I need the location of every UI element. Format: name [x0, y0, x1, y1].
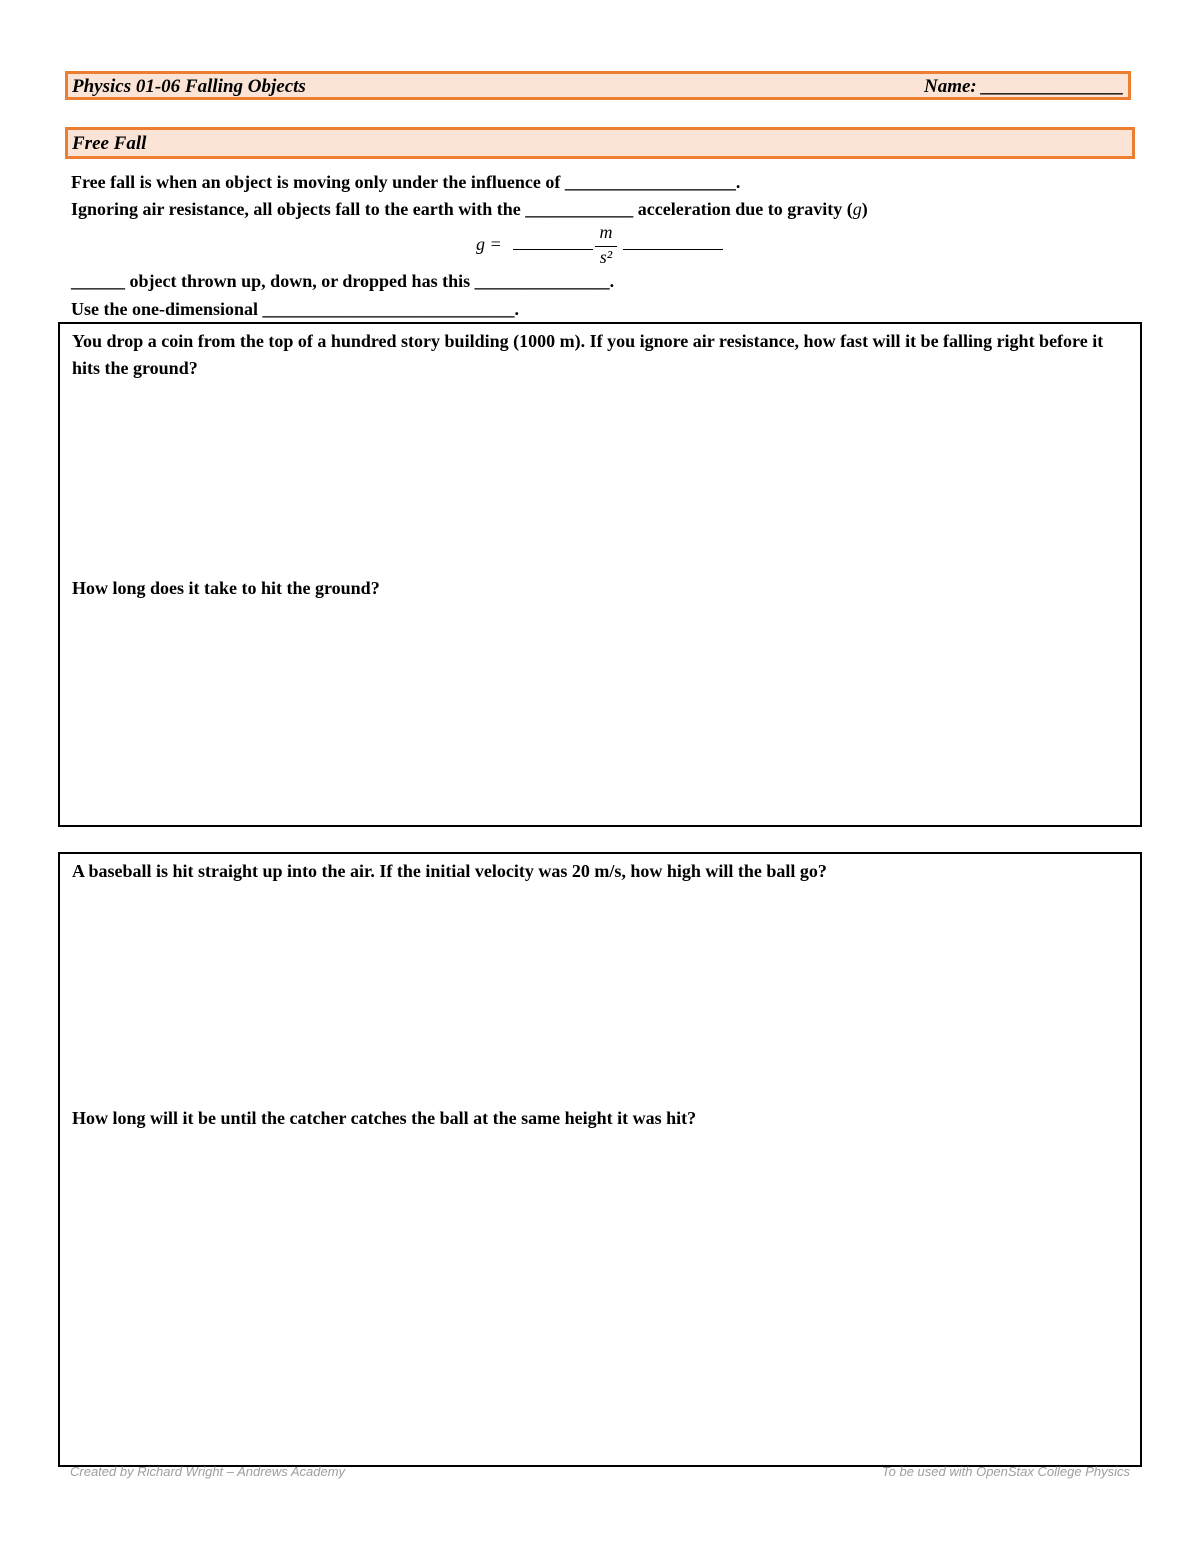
note-line-2-text: Ignoring air resistance, all objects fall to the earth with the ____________ acceleration due to gravity (: [71, 199, 853, 219]
problem-1-question-a: You drop a coin from the top of a hundred story building (1000 m). If you ignore air resistance, how fast will it be falling right before it hits the ground?: [72, 331, 1104, 378]
note-line-4: Use the one-dimensional ____________________________.: [71, 299, 520, 319]
problem-2-question-a: A baseball is hit straight up into the air. If the initial velocity was 20 m/s, how high will the ball go?: [72, 861, 827, 881]
note-line-2: [71, 198, 868, 220]
section-header: [65, 127, 1135, 159]
problem-box-1[interactable]: [58, 322, 1142, 827]
problem-2-question-b: How long will it be until the catcher catches the ball at the same height it was hit?: [72, 1108, 697, 1128]
units-numerator: m: [599, 222, 613, 242]
footer-source: To be used with OpenStax College Physics: [881, 1464, 1130, 1479]
worksheet-title-bar: [65, 71, 1131, 100]
note-line-2-end: ): [861, 199, 868, 219]
problem-1-question-b: How long does it take to hit the ground?: [72, 578, 380, 598]
formula-blank-value[interactable]: [513, 249, 593, 250]
note-line-3: ______ object thrown up, down, or dropped has this _______________.: [71, 271, 615, 291]
footer-credit: Created by Richard Wright – Andrews Academy: [70, 1464, 346, 1479]
gravity-symbol: g: [852, 199, 862, 219]
name-field[interactable]: Name: _______________: [923, 76, 1124, 97]
note-line-1: Free fall is when an object is moving only under the influence of ___________________.: [71, 172, 741, 192]
gravity-formula: [476, 222, 736, 268]
worksheet-title: Physics 01-06 Falling Objects: [72, 76, 306, 97]
section-title: Free Fall: [72, 133, 147, 154]
problem-box-2[interactable]: [58, 852, 1142, 1467]
formula-blank-extra[interactable]: [623, 249, 723, 250]
formula-lhs: g =: [476, 234, 502, 254]
units-denominator: s²: [599, 247, 613, 267]
